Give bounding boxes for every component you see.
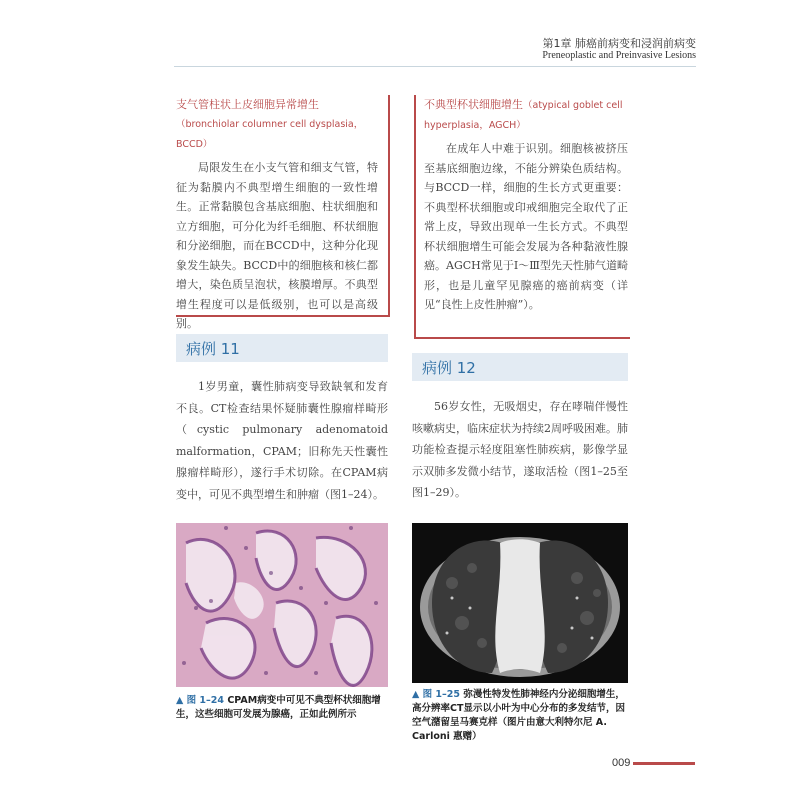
figure-caption-text: CPAM病变中可见不典型杯状细胞增生，这些细胞可发展为腺癌，正如此例所示 bbox=[176, 695, 381, 720]
figure-1-25-caption bbox=[412, 688, 630, 744]
case-12-body: 56岁女性，无吸烟史，存在哮喘伴慢性咳嗽病史，临床症状为持续2周呼吸困难。肺功能检查提示轻度阻塞性肺疾病，影像学显示双肺多发微小结节，遂取活检（图1–25至图1–29）。 bbox=[412, 400, 628, 499]
page-number: 009 bbox=[612, 757, 631, 769]
chapter-subtitle: Preneoplastic and Preinvasive Lesions bbox=[542, 50, 696, 61]
case-11-heading-text: 病例 11 bbox=[186, 340, 240, 358]
figure-1-24-caption bbox=[176, 694, 390, 722]
caption-marker-icon: ▲ bbox=[412, 689, 420, 700]
case-12-heading bbox=[412, 353, 628, 381]
caption-marker-icon: ▲ bbox=[176, 695, 184, 706]
box-title-cn: 不典型杯状细胞增生 bbox=[424, 98, 523, 111]
case-11-heading bbox=[176, 334, 388, 362]
figure-number: 图 1–24 bbox=[186, 695, 225, 706]
case-11-body: 1岁男童，囊性肺病变导致缺氧和发育不良。CT检查结果怀疑肺囊性腺瘤样畸形（cystic pulmonary adenomatoid malformation，CPAM；旧称先天性囊性腺瘤样畸形），遂行手术切除。在CPAM病变中，可见不典型增生和肿瘤（图1–24）。 bbox=[176, 380, 388, 501]
box-title-en: （bronchiolar columner cell dysplasia，BCCD） bbox=[176, 119, 364, 150]
figure-caption-text: 弥漫性特发性肺神经内分泌细胞增生，高分辨率CT显示以小叶为中心分布的多发结节，因空气潴留呈马赛克样（图片由意大利特尔尼 A. Carloni 惠赠） bbox=[412, 689, 625, 742]
chapter-title: 第1章 肺癌前病变和浸润前病变 bbox=[542, 37, 696, 50]
box-title-agch bbox=[416, 95, 630, 135]
box-title-cn: 支气管柱状上皮细胞异常增生 bbox=[176, 98, 319, 111]
figure-ct-scan-image bbox=[412, 523, 628, 683]
figure-histology-image bbox=[176, 523, 388, 687]
page-number-bar bbox=[633, 762, 695, 765]
box-title-bccd bbox=[176, 95, 388, 154]
box-body-bccd: 局限发生在小支气管和细支气管，特征为黏膜内不典型增生细胞的一致性增生。正常黏膜包含基底细胞、柱状细胞和立方细胞，可分化为纤毛细胞、杯状细胞和分泌细胞，而在BCCD中，这种分化现象发生缺失。BCCD中的细胞核和核仁都增大，染色质呈泡状，核膜增厚。不典型增生程度可以是低级别，也可以是高级别。 bbox=[176, 161, 378, 330]
sidebar-box-agch bbox=[414, 95, 630, 339]
case-12-heading-text: 病例 12 bbox=[422, 359, 476, 377]
box-title-en: （atypical goblet cell hyperplasia，AGCH） bbox=[424, 100, 623, 131]
header-divider bbox=[174, 66, 696, 67]
box-body-agch: 在成年人中难于识别。细胞核被挤压至基底细胞边缘，不能分辨染色质结构。与BCCD一样，细胞的生长方式更重要：不典型杯状细胞或印戒细胞完全取代了正常上皮，导致出现单一生长方式。不典型杯状细胞增生可能会发展为各种黏液性腺癌。AGCH常见于Ⅰ～Ⅲ型先天性肺气道畸形，也是儿童罕见腺癌的癌前病变（详见“良性上皮性肿瘤”）。 bbox=[424, 142, 628, 311]
sidebar-box-bccd bbox=[176, 95, 390, 330]
figure-number: 图 1–25 bbox=[422, 689, 461, 700]
